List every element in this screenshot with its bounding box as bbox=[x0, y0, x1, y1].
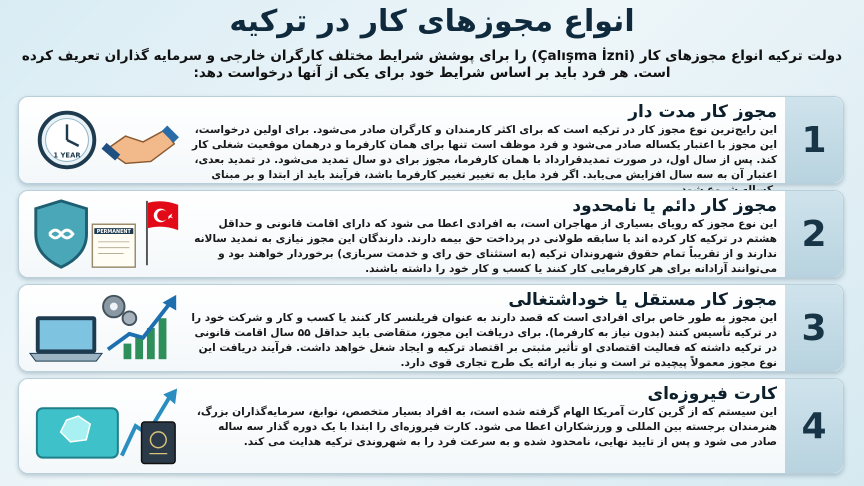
card-body: این نوع مجوز که رویای بسیاری از مهاجران است، به افرادی اعطا می شود که دارای اقامت قانونی و حداقل هشتم در ترکیه کار کرده اند یا سابقه طولانی در پرداخت حق بیمه دارند. دارندگان این مجوز نیازی به تمدید سالانه ندارند و از تقریباً تمام حقوق شهروندان ترکیه (به استثنای حق رای و خدمت سربازی) برخوردار خواهند بود و می‌توانند آزادانه برای هر کارفرمایی کار کنند یا کسب و کار خود را داشته باشند. bbox=[194, 218, 777, 275]
turquoise-card-passport-icon bbox=[27, 383, 185, 469]
card-number: 1 bbox=[785, 97, 843, 183]
card-title: مجوز کار دائم یا نامحدود bbox=[572, 196, 777, 216]
card-fixed-term-permit bbox=[18, 96, 844, 184]
card-title: مجوز کار مستقل یا خوداشتغالی bbox=[508, 290, 777, 310]
card-turquoise-card bbox=[18, 378, 844, 474]
card-number: 2 bbox=[785, 191, 843, 277]
clock-label: 1 YEAR bbox=[53, 151, 81, 160]
page-title: انواع مجوزهای کار در ترکیه bbox=[229, 4, 635, 39]
laptop-growth-chart-icon bbox=[27, 289, 185, 367]
card-title: مجوز کار مدت دار bbox=[628, 102, 777, 122]
clock-handshake-icon bbox=[27, 101, 185, 179]
card-permanent-permit bbox=[18, 190, 844, 278]
certificate-label: PERMANENT bbox=[96, 229, 131, 236]
shield-flag-certificate-icon bbox=[27, 195, 185, 273]
card-number: 4 bbox=[785, 379, 843, 473]
intro-text: دولت ترکیه انواع مجوزهای کار (Çalışma İzni) را برای پوشش شرایط مختلف کارگران خارجی و سرمایه گذاران تعریف کرده است. هر فرد باید بر اساس شرایط خود برای یکی از آنها درخواست دهد: bbox=[21, 48, 843, 81]
card-body: این مجوز به طور خاص برای افرادی است که قصد دارند به عنوان فریلنسر کار کنند یا کسب و کار و شرکت خود را در ترکیه تأسیس کنند (بدون نیاز به کارفرما). برای دریافت این مجوز، متقاضی باید حداقل ۵۵ سال اقامت قانونی در ترکیه داشته که فعالیت اقتصادی او تأثیر مثبتی بر اقتصاد ترکیه و ایجاد شغل خواهد داشت. فرآیند دریافت این نوع مجوز معمولاً پیچیده تر است و نیاز به ارائه یک طرح تجاری قوی دارد. bbox=[191, 312, 777, 369]
card-body: این سیستم که از گرین کارت آمریکا الهام گرفته شده است، به افراد بسیار متخصص، نوابغ، سرمایه‌گذاران بزرگ، هنرمندان برجسته بین المللی و ورزشکاران اعطا می شود. کارت فیروزه‌ای را ابتدا با یک دوره گذار سه ساله صادر می شود و پس از تایید نهایی، نامحدود شده و به سرعت فرد را به شهروندی ترکیه هدایت می کند. bbox=[196, 406, 777, 448]
card-number: 3 bbox=[785, 285, 843, 371]
card-body: این رایج‌ترین نوع مجوز کار در ترکیه است که برای اکثر کارمندان و کارگران صادر می‌شود. برای اولین درخواست، این مجوز با اعتبار یکساله صادر می‌شود و فرد موظف است تنها برای همان کارفرما و درهمان موقعیت شغلی کار کند. پس از سال اول، در صورت تمدیدقرارداد با همان کارفرما، مجوز برای دو سال تمدید می‌شود. در تمدید بعدی، اعتبار آن به سه سال افزایش می‌یابد. اگر فرد مایل به تغییر تغییر کارفرما باشد، فرآیند باید از ابتدا و بر مبنای bbox=[192, 124, 777, 181]
card-self-employment-permit bbox=[18, 284, 844, 372]
card-title: کارت فیروزه‌ای bbox=[647, 384, 777, 404]
